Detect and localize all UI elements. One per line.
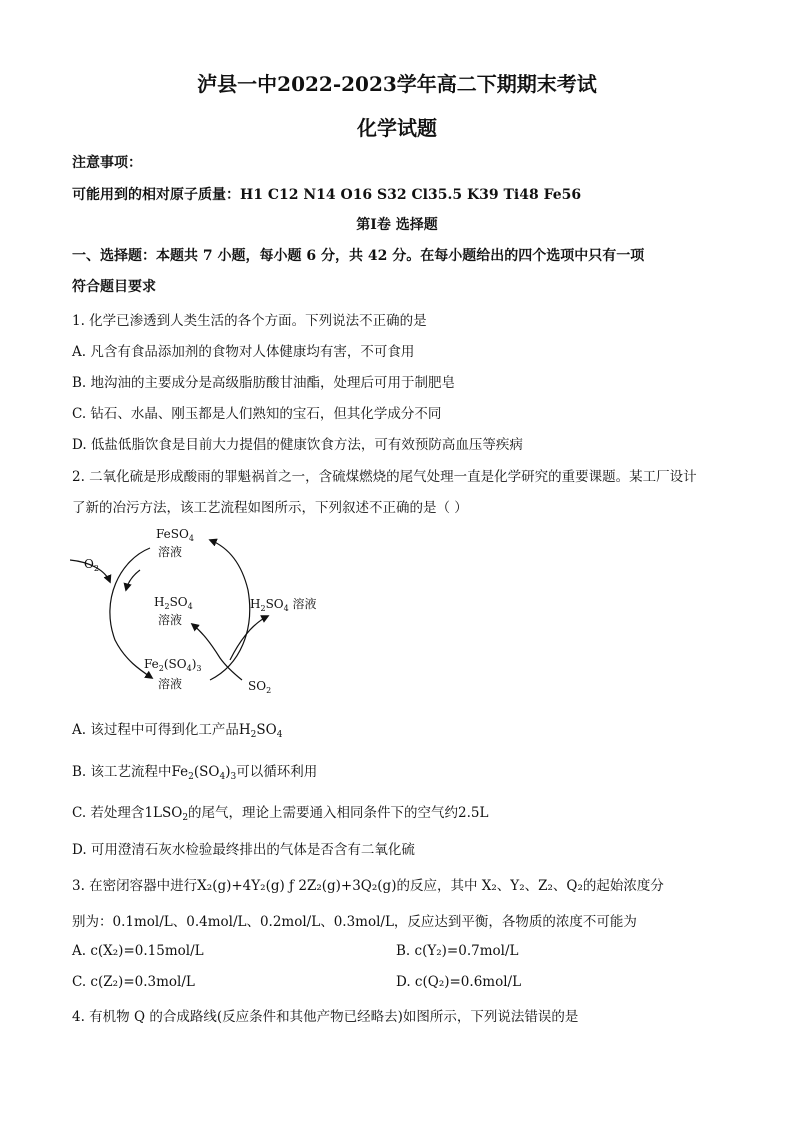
- q3-option-b: B. c(Y₂)=0.7mol/L: [396, 943, 519, 959]
- section-instructions-2: 符合题目要求: [72, 279, 156, 295]
- o2-label: $O_2$: [84, 557, 99, 573]
- q3-option-a: A. c(X₂)=0.15mol/L: [72, 943, 204, 959]
- volume-heading: 第Ⅰ卷 选择题: [356, 217, 438, 233]
- q3-option-d: D. c(Q₂)=0.6mol/L: [396, 974, 522, 990]
- q1-option-d: D. 低盐低脂饮食是目前大力提倡的健康饮食方法，可有效预防高血压等疾病: [72, 437, 523, 453]
- q3-stem-line1: 3. 在密闭容器中进行X₂(g)+4Y₂(g) ƒ 2Z₂(g)+3Q₂(g)的反应，其中 X₂、Y₂、Z₂、Q₂的起始浓度分: [72, 878, 664, 894]
- so2-label: $SO_2$: [248, 679, 272, 695]
- q1-stem: 1. 化学已渗透到人类生活的各个方面。下列说法不正确的是: [72, 313, 427, 329]
- h2so4-inner-solution-label: 溶液: [158, 613, 183, 627]
- process-flow-diagram: [70, 520, 340, 700]
- exam-title: 泸县一中2022-2023学年高二下期期末考试: [197, 72, 597, 96]
- q2-option-b: B. 该工艺流程中$Fe_2(SO_4)_3$可以循环利用: [72, 764, 318, 782]
- q1-option-b: B. 地沟油的主要成分是高级脂肪酸甘油酯，处理后可用于制肥皂: [72, 375, 456, 391]
- feso4-label: FeSO$_4$: [156, 527, 194, 543]
- q3-stem-line2: 别为：0.1mol/L、0.4mol/L、0.2mol/L、0.3mol/L，反应达到平衡，各物质的浓度不可能为: [72, 914, 637, 930]
- q4-stem: 4. 有机物 Q 的合成路线(反应条件和其他产物已经略去)如图所示，下列说法错误的是: [72, 1009, 579, 1025]
- q1-option-c: C. 钻石、水晶、刚玉都是人们熟知的宝石，但其化学成分不同: [72, 406, 442, 422]
- q2-option-a: A. 该过程中可得到化工产品$H_2SO_4$: [72, 722, 283, 740]
- section-instructions-1: 一、选择题：本题共 7 小题，每小题 6 分，共 42 分。在每小题给出的四个选项中只有一项: [72, 248, 645, 264]
- notes-heading: 注意事项：: [72, 155, 142, 171]
- exam-subtitle: 化学试题: [357, 116, 437, 140]
- fe2so43-label: $Fe_2(SO_4)_3$: [144, 657, 202, 673]
- atomic-masses: 可能用到的相对原子质量：H1 C12 N14 O16 S32 Cl35.5 K39 Ti48 Fe56: [72, 187, 582, 203]
- q2-stem-line2: 了新的冶污方法，该工艺流程如图所示，下列叙述不正确的是（ ）: [72, 500, 468, 516]
- h2so4-inner-label: $H_2SO_4$: [154, 595, 193, 611]
- q3-option-c: C. c(Z₂)=0.3mol/L: [72, 974, 195, 990]
- feso4-solution-label: 溶液: [158, 545, 183, 559]
- q2-stem-line1: 2. 二氧化硫是形成酸雨的罪魁祸首之一，含硫煤燃烧的尾气处理一直是化学研究的重要课题。某工厂设计: [72, 469, 697, 485]
- h2so4-product-label: $H_2SO_4$ 溶液: [250, 597, 317, 613]
- arrow-to-h2so4-inner: [126, 570, 140, 590]
- q2-option-d: D. 可用澄清石灰水检验最终排出的气体是否含有二氧化硫: [72, 842, 415, 858]
- fe2so43-solution-label: 溶液: [158, 677, 183, 691]
- q2-option-c: C. 若处理含$1LSO_2$的尾气，理论上需要通入相同条件下的空气约2.5L: [72, 805, 489, 823]
- q1-option-a: A. 凡含有食品添加剂的食物对人体健康均有害，不可食用: [72, 344, 415, 360]
